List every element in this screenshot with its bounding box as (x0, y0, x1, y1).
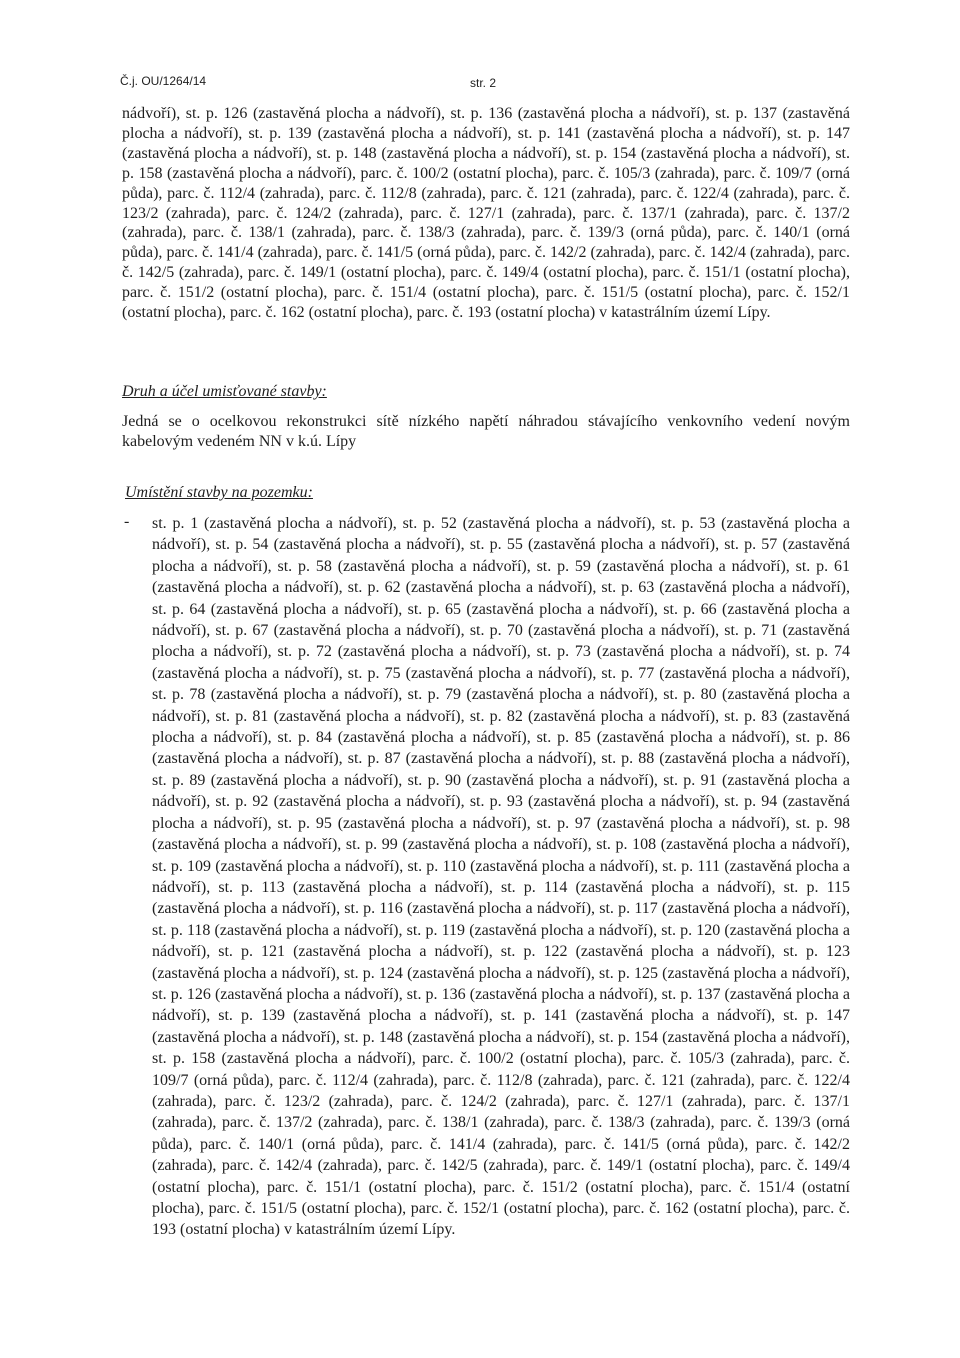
document-reference-number: Č.j. OU/1264/14 (120, 74, 207, 88)
parcel-list-continuation: nádvoří), st. p. 126 (zastavěná plocha a nádvoří), st. p. 136 (zastavěná plocha a nádvoří), st. p. 137 (zastavěná plocha a nádvoří), st. p. 139 (zastavěná plocha a nádvoří), st. p. 141 (zastavěná plocha a nádvoří), st. p. 147 (zastavěná plocha a nádvoří), st. p. 148 (zastavěná plocha a nádvoří), st. p. 154 (zastavěná plocha a nádvoří), st. p. 158 (zastavěná plocha a nádvoří), parc. č. 100/2 (ostatní plocha), parc. č. 105/3 (zahrada), parc. č. 109/7 (orná půda), parc. č. 112/4 (zahrada), parc. č. 112/8 (zahrada), parc. č. 121 (zahrada), parc. č. 122/4 (zahrada), parc. č. 123/2 (zahrada), parc. č. 124/2 (zahrada), parc. č. 127/1 (zahrada), parc. č. 137/1 (zahrada), parc. č. 137/2 (zahrada), parc. č. 138/1 (zahrada), parc. č. 138/3 (zahrada), parc. č. 139/3 (orná půda), parc. č. 140/1 (orná půda), parc. č. 141/4 (zahrada), parc. č. 141/5 (orná půda), parc. č. 142/2 (zahrada), parc. č. 142/4 (zahrada), parc. č. 142/5 (zahrada), parc. č. 149/1 (ostatní plocha), parc. č. 149/4 (ostatní plocha), parc. č. 151/1 (ostatní plocha), parc. č. 151/2 (ostatní plocha), parc. č. 151/4 (ostatní plocha), parc. č. 151/5 (ostatní plocha), parc. č. 152/1 (ostatní plocha), parc. č. 162 (ostatní plocha), parc. č. 193 (ostatní plocha) v katastrálním území Lípy. (122, 105, 850, 322)
section-heading-location: Umístění stavby na pozemku: (125, 484, 313, 501)
purpose-text: Jedná se o ocelkovou rekonstrukci sítě nízkého napětí náhradou stávajícího venkovního vedení novým kabelovým vedeném NN v k.ú. Lípy (122, 413, 850, 450)
list-bullet: - (124, 513, 130, 530)
section-heading-purpose: Druh a účel umisťované stavby: (122, 383, 327, 400)
page-number: str. 2 (470, 76, 497, 90)
location-parcel-list: st. p. 1 (zastavěná plocha a nádvoří), st. p. 52 (zastavěná plocha a nádvoří), st. p. 53 (zastavěná plocha a nádvoří), st. p. 54 (zastavěná plocha a nádvoří), st. p. 55 (zastavěná plocha a nádvoří), st. p. 57 (zastavěná plocha a nádvoří), st. p. 58 (zastavěná plocha a nádvoří), st. p. 59 (zastavěná plocha a nádvoří), st. p. 61 (zastavěná plocha a nádvoří), st. p. 62 (zastavěná plocha a nádvoří), st. p. 63 (zastavěná plocha a nádvoří), st. p. 64 (zastavěná plocha a nádvoří), st. p. 65 (zastavěná plocha a nádvoří), st. p. 66 (zastavěná plocha a nádvoří), st. p. 67 (zastavěná plocha a nádvoří), st. p. 70 (zastavěná plocha a nádvoří), st. p. 71 (zastavěná plocha a nádvoří), st. p. 72 (zastavěná plocha a nádvoří), st. p. 73 (zastavěná plocha a nádvoří), st. p. 74 (zastavěná plocha a nádvoří), st. p. 75 (zastavěná plocha a nádvoří), st. p. 77 (zastavěná plocha a nádvoří), st. p. 78 (zastavěná plocha a nádvoří), st. p. 79 (zastavěná plocha a nádvoří), st. p. 80 (zastavěná plocha a nádvoří), st. p. 81 (zastavěná plocha a nádvoří), st. p. 82 (zastavěná plocha a nádvoří), st. p. 83 (zastavěná plocha a nádvoří), st. p. 84 (zastavěná plocha a nádvoří), st. p. 85 (zastavěná plocha a nádvoří), st. p. 86 (zastavěná plocha a nádvoří), st. p. 87 (zastavěná plocha a nádvoří), st. p. 88 (zastavěná plocha a nádvoří), st. p. 89 (zastavěná plocha a nádvoří), st. p. 90 (zastavěná plocha a nádvoří), st. p. 91 (zastavěná plocha a nádvoří), st. p. 92 (zastavěná plocha a nádvoří), st. p. 93 (zastavěná plocha a nádvoří), st. p. 94 (zastavěná plocha a nádvoří), st. p. 95 (zastavěná plocha a nádvoří), st. p. 97 (zastavěná plocha a nádvoří), st. p. 98 (zastavěná plocha a nádvoří), st. p. 99 (zastavěná plocha a nádvoří), st. p. 108 (zastavěná plocha a nádvoří), st. p. 109 (zastavěná plocha a nádvoří), st. p. 110 (zastavěná plocha a nádvoří), st. p. 111 (zastavěná plocha a nádvoří), st. p. 113 (zastavěná plocha a nádvoří), st. p. 114 (zastavěná plocha a nádvoří), st. p. 115 (zastavěná plocha a nádvoří), st. p. 116 (zastavěná plocha a nádvoří), st. p. 117 (zastavěná plocha a nádvoří), st. p. 118 (zastavěná plocha a nádvoří), st. p. 119 (zastavěná plocha a nádvoří), st. p. 120 (zastavěná plocha a nádvoří), st. p. 121 (zastavěná plocha a nádvoří), st. p. 122 (zastavěná plocha a nádvoří), st. p. 123 (zastavěná plocha a nádvoří), st. p. 124 (zastavěná plocha a nádvoří), st. p. 125 (zastavěná plocha a nádvoří), st. p. 126 (zastavěná plocha a nádvoří), st. p. 136 (zastavěná plocha a nádvoří), st. p. 137 (zastavěná plocha a nádvoří), st. p. 139 (zastavěná plocha a nádvoří), st. p. 141 (zastavěná plocha a nádvoří), st. p. 147 (zastavěná plocha a nádvoří), st. p. 148 (zastavěná plocha a nádvoří), st. p. 154 (zastavěná plocha a nádvoří), st. p. 158 (zastavěná plocha a nádvoří), parc. č. 100/2 (ostatní plocha), parc. č. 105/3 (zahrada), parc. č. 109/7 (orná půda), parc. č. 112/4 (zahrada), parc. č. 112/8 (zahrada), parc. č. 121 (zahrada), parc. č. 122/4 (zahrada), parc. č. 123/2 (zahrada), parc. č. 124/2 (zahrada), parc. č. 127/1 (zahrada), parc. č. 137/1 (zahrada), parc. č. 137/2 (zahrada), parc. č. 138/1 (zahrada), parc. č. 138/3 (zahrada), parc. č. 139/3 (orná půda), parc. č. 140/1 (orná půda), parc. č. 141/4 (zahrada), parc. č. 141/5 (orná půda), parc. č. 142/2 (zahrada), parc. č. 142/4 (zahrada), parc. č. 142/5 (zahrada), parc. č. 149/1 (ostatní plocha), parc. č. 149/4 (ostatní plocha), parc. č. 151/1 (ostatní plocha), parc. č. 151/2 (ostatní plocha), parc. č. 151/4 (ostatní plocha), parc. č. 151/5 (ostatní plocha), parc. č. 152/1 (ostatní plocha), parc. č. 162 (ostatní plocha), parc. č. 193 (ostatní plocha) v katastrálním území Lípy. (152, 515, 850, 1239)
